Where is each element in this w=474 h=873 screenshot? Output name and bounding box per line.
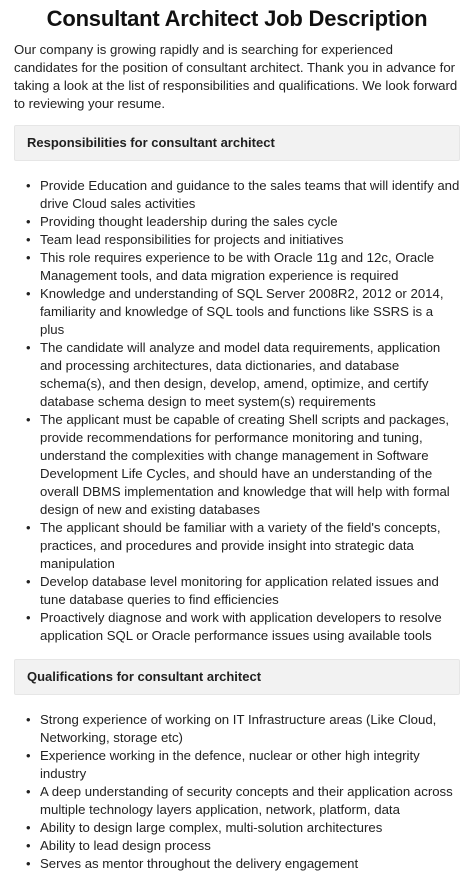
responsibility-item: • The applicant must be capable of creating Shell scripts and packages, provide recommendations for performance monitoring and tuning, understand the complexities with change management in Software Development Life Cycles, and should have an understanding of the overall DBMS implementation and knowledge that will help with formal design of new and existing databases bbox=[26, 411, 460, 519]
responsibility-item: • Providing thought leadership during the sales cycle bbox=[26, 213, 460, 231]
responsibility-item: • Knowledge and understanding of SQL Server 2008R2, 2012 or 2014, familiarity and knowledge of SQL tools and functions like SSRS is a plus bbox=[26, 285, 460, 339]
page-title: Consultant Architect Job Description bbox=[46, 6, 428, 31]
qualification-item: • Serves as mentor throughout the delivery engagement bbox=[26, 855, 460, 873]
qualification-item: • Ability to lead design process bbox=[26, 837, 460, 855]
job-description-page bbox=[0, 4, 474, 873]
responsibility-item: • The candidate will analyze and model data requirements, application and processing architectures, data dictionaries, and database schema(s), and then design, develop, amend, optimize, and certify database schema design to meet system(s) requirements bbox=[26, 339, 460, 411]
qualification-item: • Ability to design large complex, multi-solution architectures bbox=[26, 819, 460, 837]
responsibilities-list bbox=[14, 177, 460, 645]
qualification-item: • Experience working in the defence, nuclear or other high integrity industry bbox=[26, 747, 460, 783]
intro-paragraph: Our company is growing rapidly and is searching for experienced candidates for the position of consultant architect. Thank you in advance for taking a look at the list of responsibilities and qualifications. We look forward to reviewing your resume. bbox=[14, 42, 458, 111]
qualifications-list bbox=[14, 711, 460, 873]
responsibility-item: • Provide Education and guidance to the sales teams that will identify and drive Cloud sales activities bbox=[26, 177, 460, 213]
responsibility-item: • Proactively diagnose and work with application developers to resolve application SQL or Oracle performance issues using available tools bbox=[26, 609, 460, 645]
qualification-item: • A deep understanding of security concepts and their application across multiple technology layers application, network, platform, data bbox=[26, 783, 460, 819]
responsibility-item: • Team lead responsibilities for projects and initiatives bbox=[26, 231, 460, 249]
responsibilities-header: Responsibilities for consultant architect bbox=[14, 125, 460, 161]
responsibility-item: • This role requires experience to be with Oracle 11g and 12c, Oracle Management tools, and data migration experience is required bbox=[26, 249, 460, 285]
responsibility-item: • Develop database level monitoring for application related issues and tune database queries to find efficiencies bbox=[26, 573, 460, 609]
responsibility-item: • The applicant should be familiar with a variety of the field's concepts, practices, and procedures and provide insight into strategic data manipulation bbox=[26, 519, 460, 573]
qualification-item: • Strong experience of working on IT Infrastructure areas (Like Cloud, Networking, storage etc) bbox=[26, 711, 460, 747]
qualifications-header: Qualifications for consultant architect bbox=[14, 659, 460, 695]
